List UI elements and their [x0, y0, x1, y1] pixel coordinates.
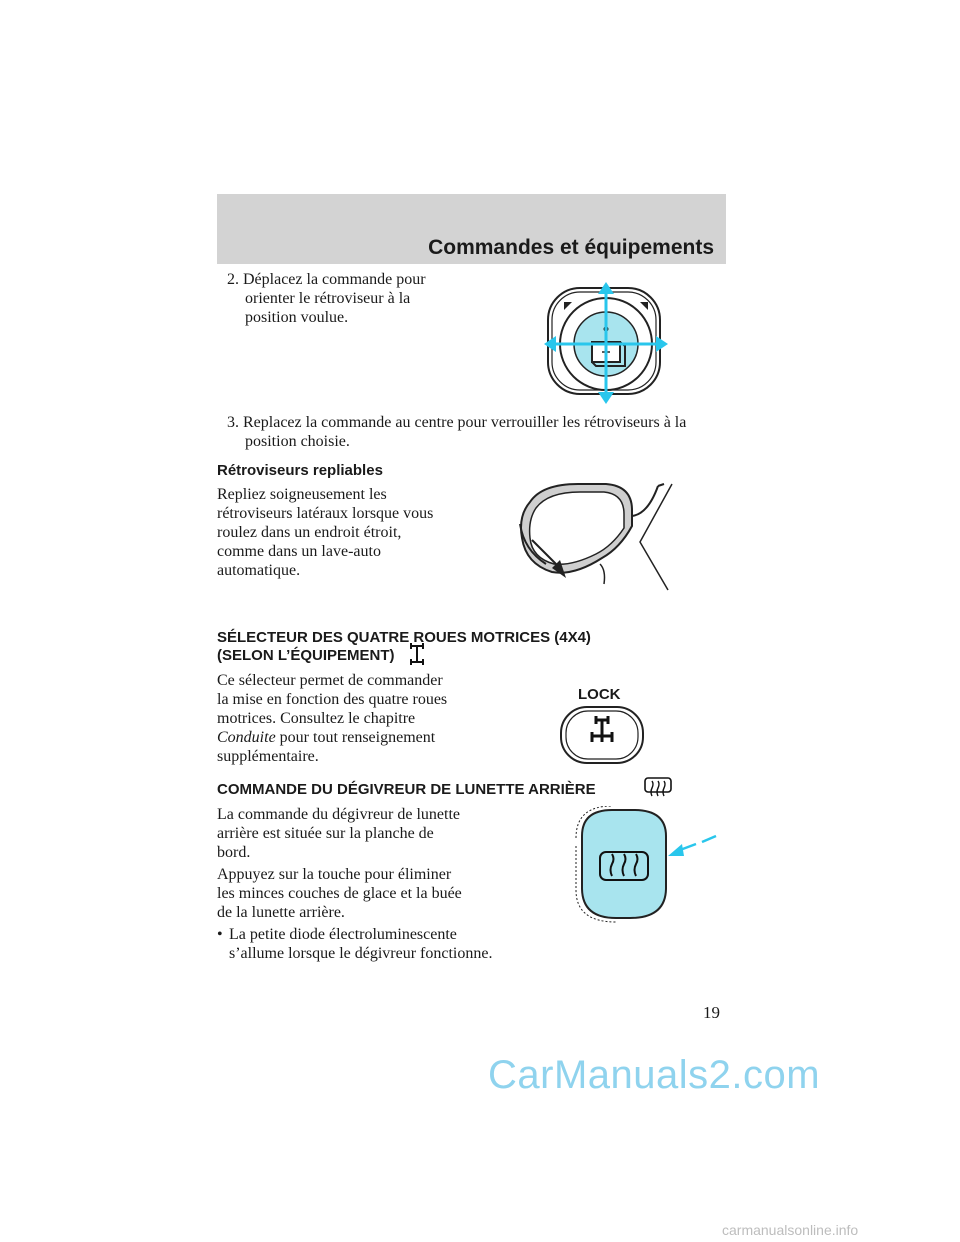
footer-site-url: carmanualsonline.info [722, 1222, 859, 1238]
fourwd-line-5: supplémentaire. [217, 748, 319, 765]
step-3-line-2: position choisie. [245, 433, 350, 450]
defrost-p2-line-1: Appuyez sur la touche pour éliminer [217, 866, 452, 883]
four-wheel-drive-icon [408, 643, 426, 665]
fourwd-heading-line-2: (SELON L’ÉQUIPEMENT) [217, 647, 395, 664]
folding-line-1: Repliez soigneusement les [217, 486, 387, 503]
bullet-line-2: s’allume lorsque le dégivreur fonctionne. [229, 945, 493, 962]
fourwd-line-2: la mise en fonction des quatre roues [217, 691, 448, 708]
header-band [217, 194, 726, 264]
fourwd-button-icon [592, 716, 612, 742]
defrost-p1-line-1: La commande du dégivreur de lunette [217, 806, 461, 823]
page-number: 19 [703, 1003, 720, 1022]
defrost-p1-line-3: bord. [217, 844, 251, 861]
fourwd-line-3: motrices. Consultez le chapitre [217, 710, 416, 727]
step-2-line-3: position voulue. [245, 309, 349, 326]
bullet-symbol: • [217, 926, 223, 943]
bullet-line-1: La petite diode électroluminescente [229, 926, 457, 943]
folding-line-4: comme dans un lave-auto [217, 543, 381, 560]
fourwd-line-4-rest: pour tout renseignement [275, 729, 436, 746]
folding-line-5: automatique. [217, 562, 301, 579]
watermark-carmanuals2: CarManuals2.com [488, 1053, 821, 1097]
folding-mirrors-heading: Rétroviseurs repliables [217, 462, 383, 479]
rear-defrost-icon [644, 776, 672, 798]
defrost-p1-line-2: arrière est située sur la planche de [217, 825, 434, 842]
mirror-control-figure [544, 280, 670, 406]
defrost-p2-line-3: de la lunette arrière. [217, 904, 345, 921]
folding-line-3: roulez dans un endroit étroit, [217, 524, 402, 541]
fourwd-lock-label: LOCK [578, 686, 621, 703]
defrost-p2-line-2: les minces couches de glace et la buée [217, 885, 462, 902]
fourwd-line-4 [217, 728, 435, 747]
step-2-line-2: orienter le rétroviseur à la [245, 290, 411, 307]
conduite-chapter-reference: Conduite [217, 729, 276, 746]
step-2-line-1: 2. Déplacez la commande pour [227, 271, 426, 288]
step-3-line-1: 3. Replacez la commande au centre pour verrouiller les rétroviseurs à la [227, 414, 687, 431]
folding-line-2: rétroviseurs latéraux lorsque vous [217, 505, 434, 522]
fourwd-line-1: Ce sélecteur permet de commander [217, 672, 443, 689]
folding-mirror-figure [508, 480, 678, 595]
fourwd-lock-button-figure [558, 704, 646, 766]
defrost-button-figure [572, 806, 722, 926]
fourwd-heading-line-1: SÉLECTEUR DES QUATRE ROUES MOTRICES (4X4) [217, 629, 591, 646]
page-section-title: Commandes et équipements [428, 236, 714, 259]
defrost-heading: COMMANDE DU DÉGIVREUR DE LUNETTE ARRIÈRE [217, 781, 596, 798]
